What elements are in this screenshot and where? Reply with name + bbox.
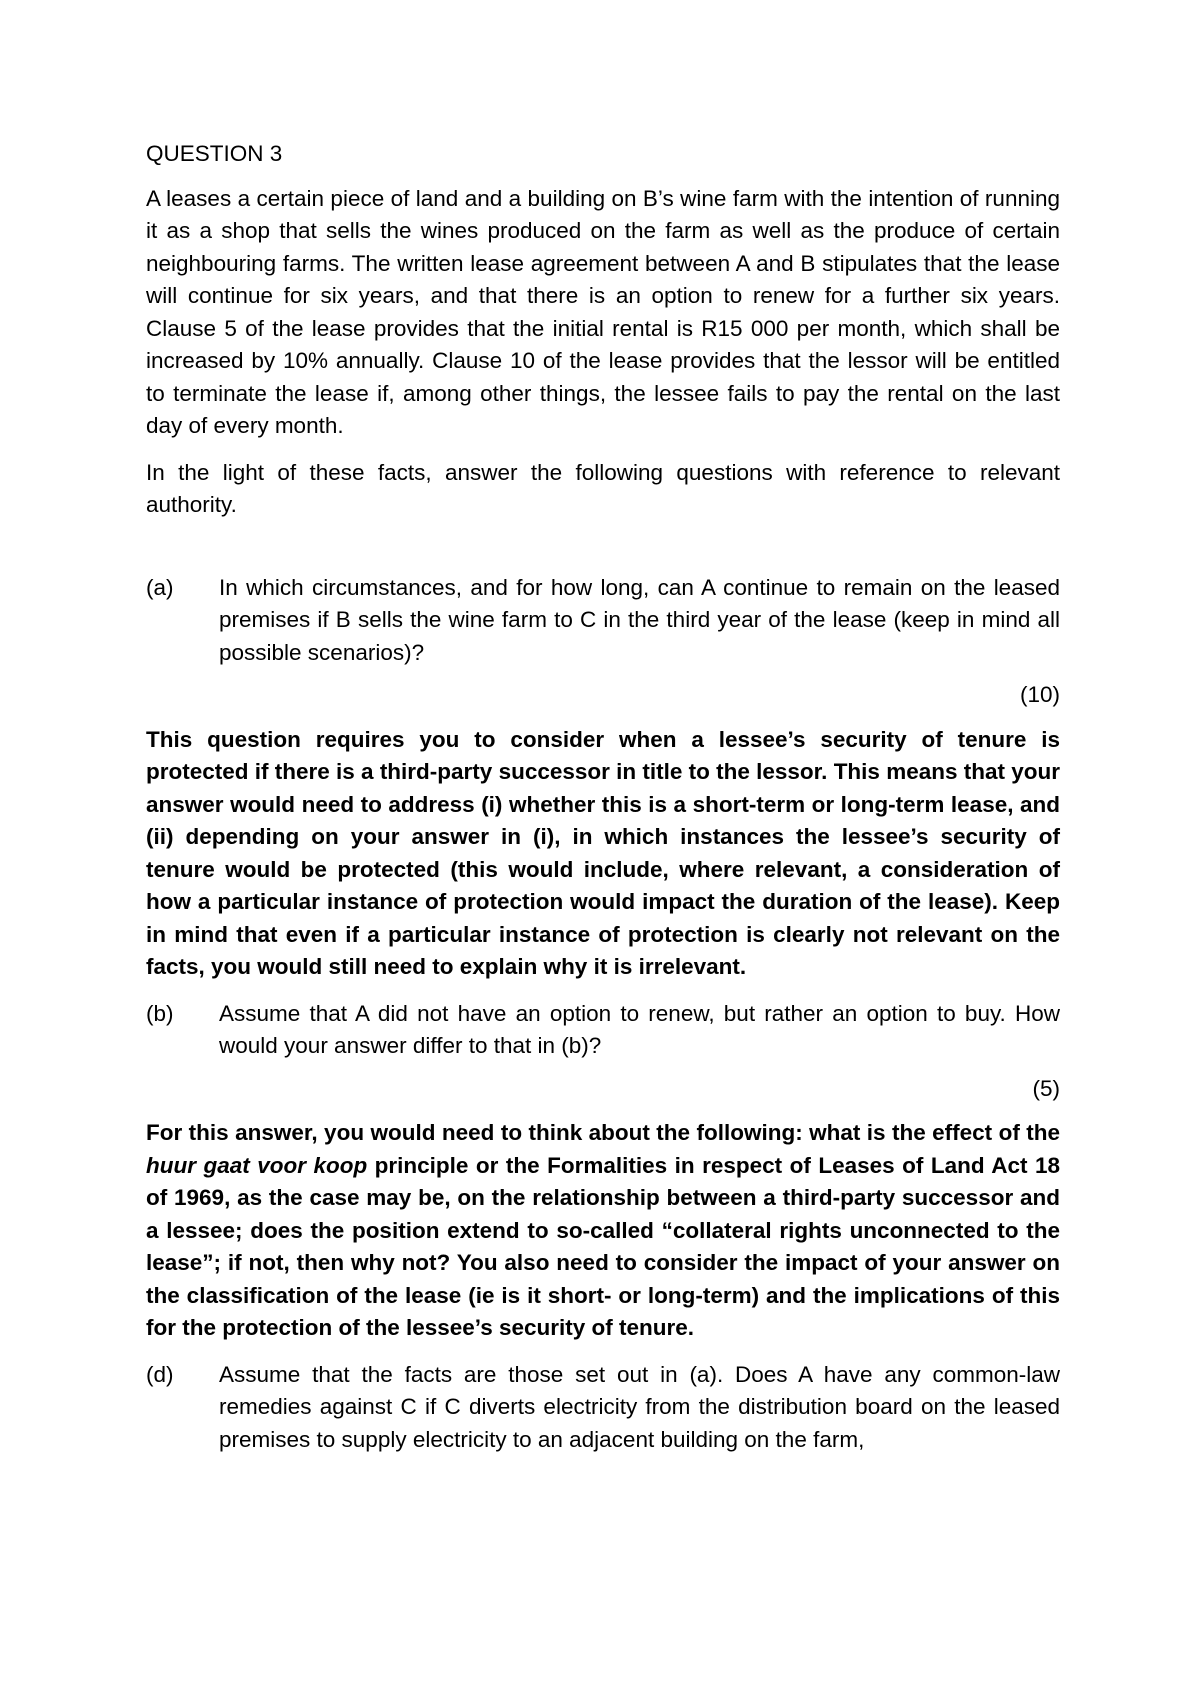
question-text: Assume that the facts are those set out in (a). Does A have any common-law remedies against C if C diverts electricity from the distribution board on the leased premises to supply electricity to an adjacent building on the farm, bbox=[219, 1361, 1060, 1452]
question-label: (b) bbox=[146, 1000, 174, 1026]
document-page bbox=[146, 138, 1060, 1466]
facts-paragraph: A leases a certain piece of land and a building on B’s wine farm with the intention of running it as a shop that sells the wines produced on the farm as well as the produce of certain neighbouring farms. The written lease agreement between A and B stipulates that the lease will continue for six years, and that there is an option to renew for a further six years. Clause 5 of the lease provides that the initial rental is R15 000 per month, which shall be increased by 10% annually. Clause 10 of the lease provides that the lessor will be entitled to terminate the lease if, among other things, the lessee fails to pay the rental on the last day of every month. bbox=[146, 185, 1060, 438]
guidance-text: For this answer, you would need to think about the following: what is the effect of the bbox=[146, 1120, 1060, 1145]
guidance-paragraph-b bbox=[146, 1117, 1060, 1345]
instruction-paragraph: In the light of these facts, answer the following questions with reference to relevant authority. bbox=[146, 459, 1060, 517]
question-heading: QUESTION 3 bbox=[146, 141, 283, 166]
question-label: (a) bbox=[146, 574, 174, 600]
guidance-text-continued: principle or the Formalities in respect of Leases of Land Act 18 of 1969, as the case may be, on the relationship between a third-party successor and a lessee; does the position extend to so-called “collateral rights unconnected to the lease”; if not, then why not? You also need to consider the impact of your answer on the classification of the lease (ie is it short- or long-term) and the implications of this for the protection of the lessee’s security of tenure. bbox=[146, 1152, 1060, 1340]
question-text: Assume that A did not have an option to renew, but rather an option to buy. How would your answer differ to that in (b)? bbox=[219, 1000, 1060, 1058]
question-d bbox=[146, 1359, 1060, 1457]
question-text: In which circumstances, and for how long, can A continue to remain on the leased premises if B sells the wine farm to C in the third year of the lease (keep in mind all possible scenarios)? bbox=[219, 574, 1060, 665]
question-label: (d) bbox=[146, 1361, 174, 1387]
question-a bbox=[146, 572, 1060, 670]
spacer bbox=[146, 522, 1060, 572]
guidance-text: This question requires you to consider when a lessee’s security of tenure is protected if there is a third-party successor in title to the lessor. This means that your answer would need to address (i) whether this is a short-term or long-term lease, and (ii) depending on your answer in (i), in which instances the lessee’s security of tenure would be protected (this would include, where relevant, a consideration of how a particular instance of protection would impact the duration of the lease). Keep in mind that even if a particular instance of protection is clearly not relevant on the facts, you would still need to explain why it is irrelevant. bbox=[146, 726, 1060, 979]
marks-allocation: (5) bbox=[1032, 1075, 1060, 1101]
question-b bbox=[146, 998, 1060, 1063]
guidance-paragraph-a bbox=[146, 724, 1060, 984]
marks-allocation: (10) bbox=[1019, 682, 1060, 707]
guidance-italic-text: huur gaat voor koop bbox=[146, 1152, 368, 1178]
